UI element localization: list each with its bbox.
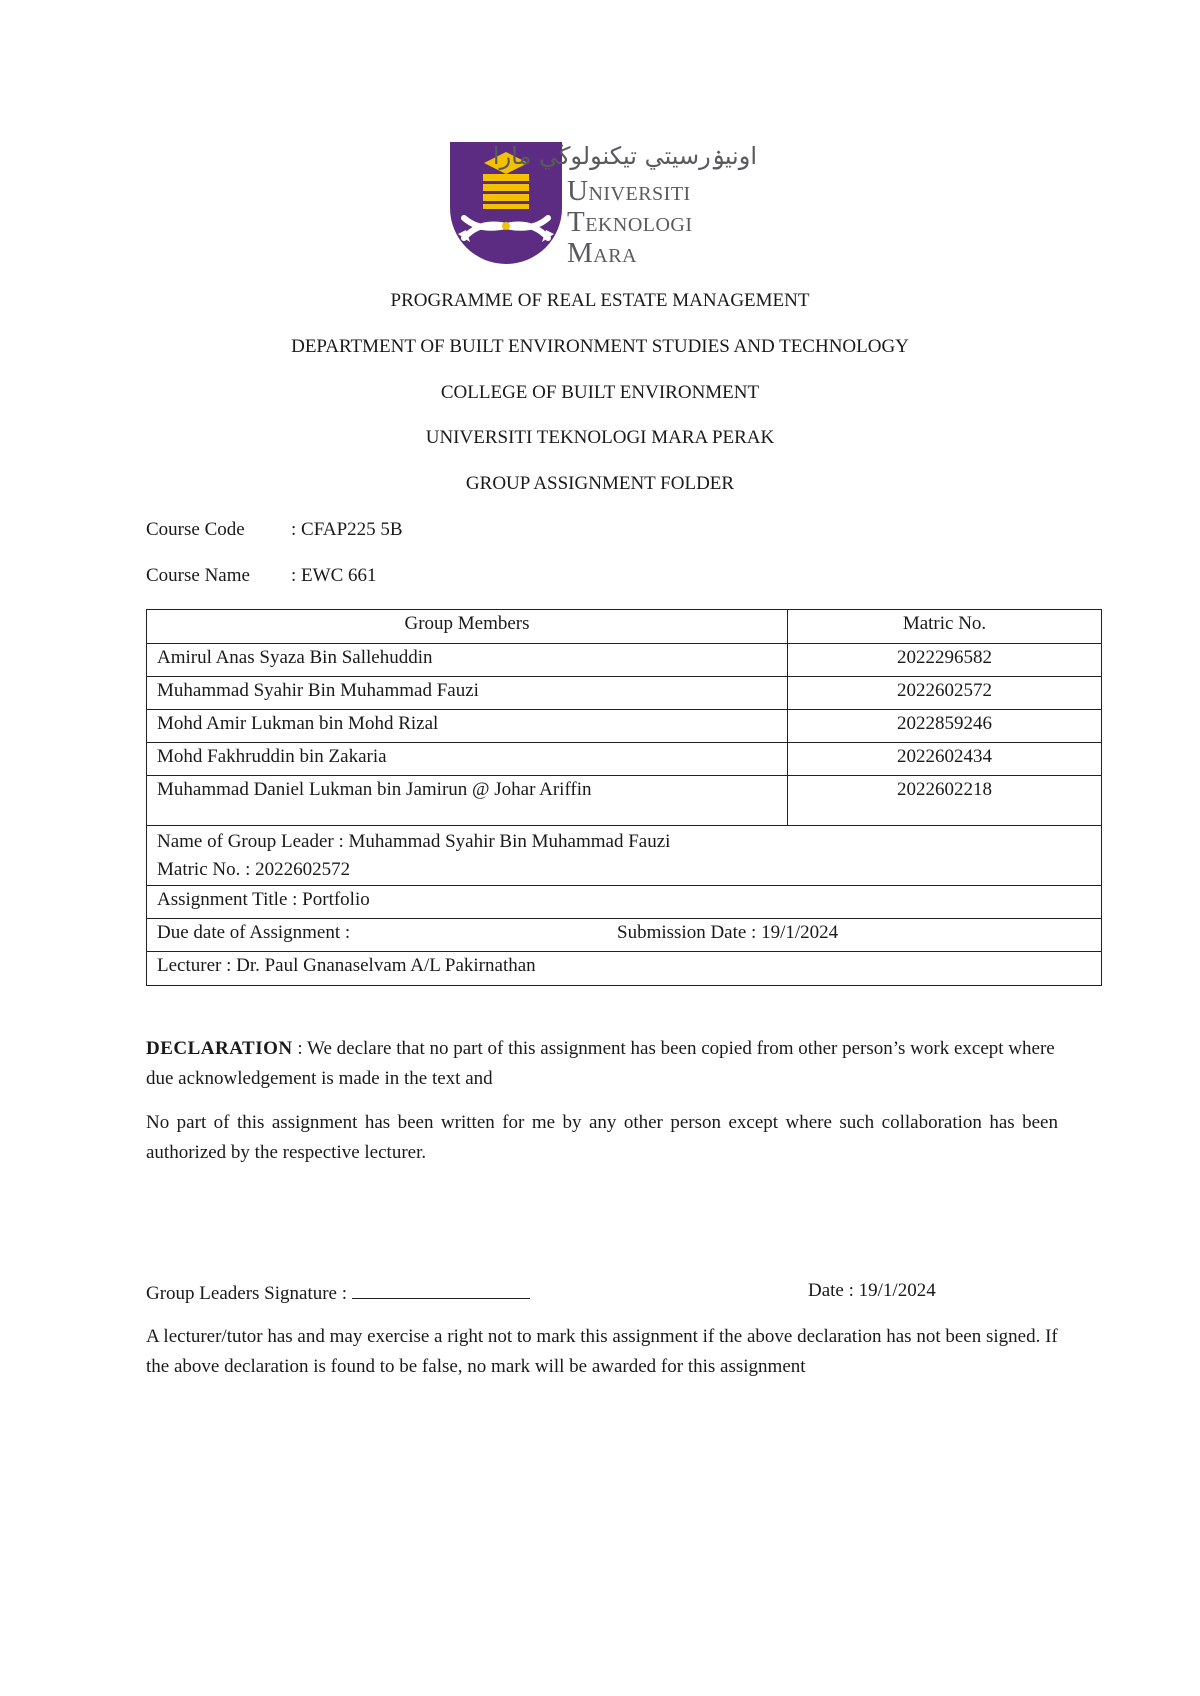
declaration-paragraph: [146, 1034, 1058, 1094]
table-header-row: [147, 610, 1102, 644]
leader-name: Name of Group Leader : Muhammad Syahir Bin Muhammad Fauzi: [157, 831, 671, 852]
footer-note: A lecturer/tutor has and may exercise a right not to mark this assignment if the above declaration has not been signed. If the above declaration is found to be false, no mark will be awarded for this assignment: [146, 1326, 1058, 1377]
logo-word-universiti: Universiti: [567, 175, 691, 207]
course-code-value: : CFAP225 5B: [291, 519, 403, 540]
leader-row: [147, 826, 1102, 886]
member-matric: 2022859246: [788, 710, 1102, 743]
declaration-paragraph-2: No part of this assignment has been written for me by any other person except where such collaboration has been authorized by the respective lecturer.: [146, 1112, 1058, 1163]
member-matric: 2022602434: [788, 743, 1102, 776]
table-row: [147, 677, 1102, 710]
table-row: [147, 710, 1102, 743]
submission-date: Submission Date : 19/1/2024: [617, 922, 839, 943]
lecturer: Lecturer : Dr. Paul Gnanaselvam A/L Pakirnathan: [147, 952, 1102, 986]
signature-label: Group Leaders Signature :: [146, 1283, 348, 1304]
programme-title: PROGRAMME OF REAL ESTATE MANAGEMENT: [390, 290, 810, 311]
member-name: Amirul Anas Syaza Bin Sallehuddin: [147, 644, 788, 677]
university-title: UNIVERSITI TEKNOLOGI MARA PERAK: [425, 427, 775, 448]
member-matric: 2022602572: [788, 677, 1102, 710]
member-matric: 2022602218: [788, 776, 1102, 826]
table-row: [147, 644, 1102, 677]
course-name-field: [146, 565, 377, 587]
table-row: [147, 776, 1102, 826]
course-code-label: Course Code: [146, 519, 245, 540]
member-matric: 2022296582: [788, 644, 1102, 677]
leader-matric: Matric No. : 2022602572: [157, 859, 351, 880]
member-name: Mohd Amir Lukman bin Mohd Rizal: [147, 710, 788, 743]
college-title: COLLEGE OF BUILT ENVIRONMENT: [440, 382, 760, 403]
logo-jawi-text: اونيۏرسيتي تيكنولوڬي مارا: [492, 142, 757, 170]
declaration-text: : We declare that no part of this assignment has been copied from other person’s work except where due acknowledgement is made in the text and: [146, 1038, 1055, 1089]
signature-line: [352, 1280, 530, 1299]
folder-title: GROUP ASSIGNMENT FOLDER: [465, 473, 735, 494]
declaration-heading: DECLARATION: [146, 1038, 293, 1059]
assignment-title-row: [147, 886, 1102, 919]
course-code-field: [146, 519, 403, 541]
table-row: [147, 743, 1102, 776]
lecturer-row: [147, 952, 1102, 986]
uitm-logo: [450, 142, 760, 274]
member-name: Muhammad Daniel Lukman bin Jamirun @ Johar Ariffin: [147, 776, 788, 826]
logo-word-mara: Mara: [567, 237, 638, 269]
member-name: Mohd Fakhruddin bin Zakaria: [147, 743, 788, 776]
due-date: Due date of Assignment :: [157, 922, 351, 943]
dates-cell: [147, 919, 1102, 952]
course-name-label: Course Name: [146, 565, 250, 586]
logo-word-teknologi: Teknologi: [567, 206, 693, 238]
member-name: Muhammad Syahir Bin Muhammad Fauzi: [147, 677, 788, 710]
leader-cell: [147, 826, 1102, 886]
dates-row: [147, 919, 1102, 952]
group-members-table: [146, 609, 1102, 986]
assignment-title: Assignment Title : Portfolio: [147, 886, 1102, 919]
course-name-value: : EWC 661: [291, 565, 377, 586]
signature-row: [146, 1280, 530, 1305]
department-title: DEPARTMENT OF BUILT ENVIRONMENT STUDIES AND TECHNOLOGY: [291, 336, 909, 357]
header-matric-no: Matric No.: [788, 610, 1102, 644]
header-group-members: Group Members: [147, 610, 788, 644]
logo-wordmark: [567, 176, 693, 269]
signature-date: Date : 19/1/2024: [808, 1280, 936, 1301]
